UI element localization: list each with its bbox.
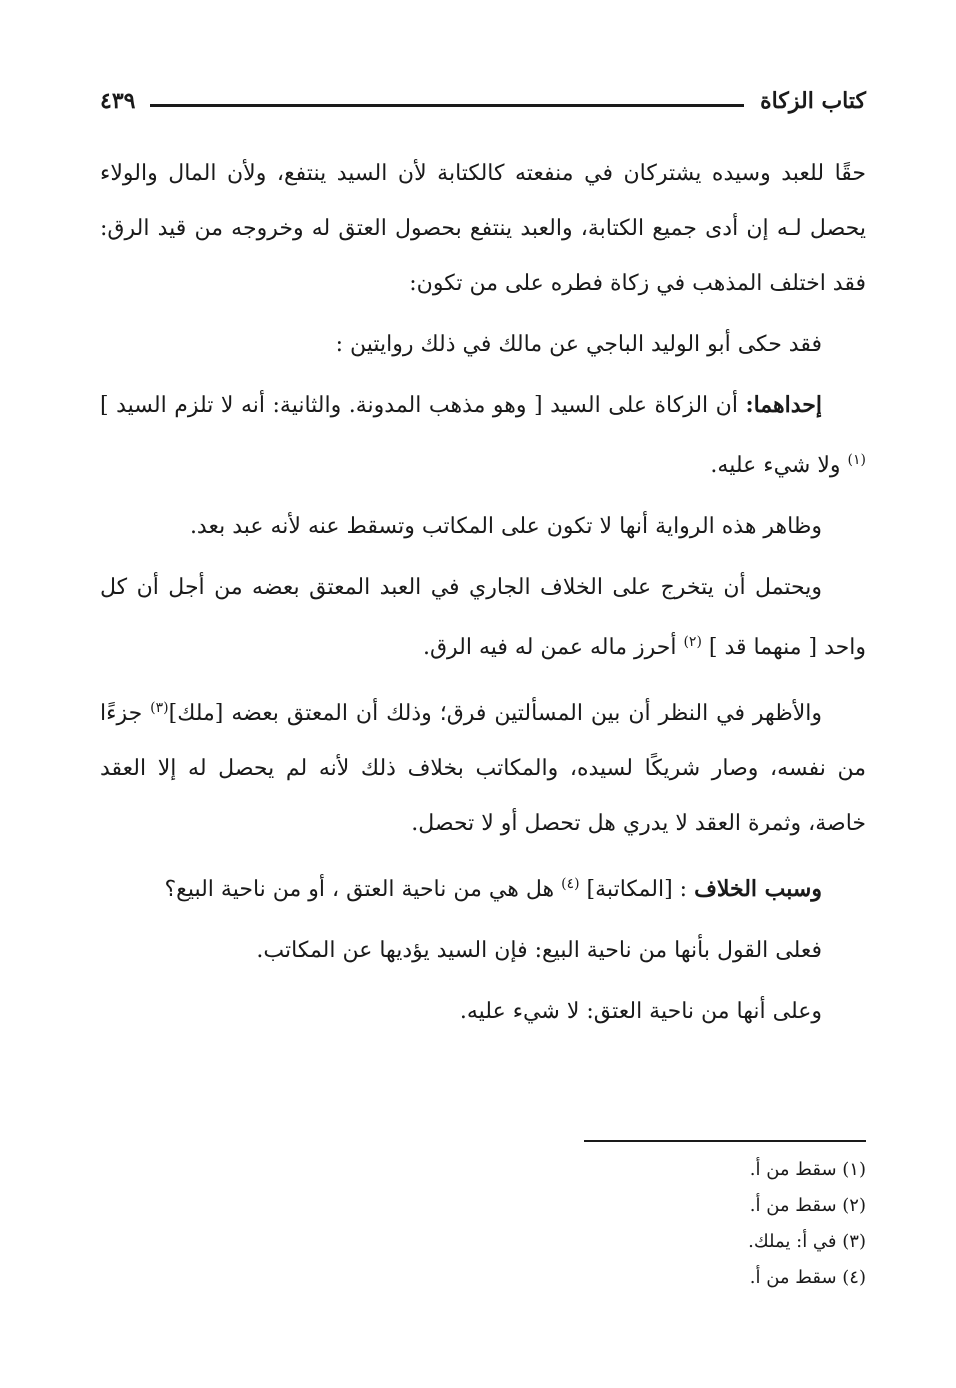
page-header — [100, 88, 866, 128]
footnote-ref-2: (٢) — [683, 634, 702, 650]
chapter-title: كتاب الزكاة — [760, 88, 866, 114]
paragraph-9: وعلى أنها من ناحية العتق: لا شيء عليه. — [459, 999, 822, 1024]
paragraph-3-text-b: ولا شيء عليه. — [710, 453, 848, 478]
footnote-ref-3: (٣) — [150, 700, 169, 716]
page-number: ٤٣٩ — [100, 88, 136, 114]
paragraph-8: فعلى القول بأنها من ناحية البيع: فإن السيد يؤديها عن المكاتب. — [256, 938, 822, 963]
footnotes — [566, 1152, 866, 1296]
footnote-rule — [584, 1140, 866, 1142]
footnote-1: (١) سقط من أ. — [749, 1159, 866, 1180]
header-rule — [150, 104, 744, 107]
main-text — [100, 146, 866, 1045]
paragraph-1: حقًا للعبد وسيده يشتركان في منفعته كالكتابة لأن السيد ينتفع، ولأن المال والولاء يحصل لـه إن أدى جميع الكتابة، والعبد ينتفع بحصول العتق له وخروجه من قيد الرق: فقد اختلف المذهب في زكاة فطره على من تكون: — [100, 161, 866, 296]
footnote-ref-4: (٤) — [561, 876, 580, 892]
paragraph-2: فقد حكى أبو الوليد الباجي عن مالك في ذلك روايتين : — [335, 332, 822, 357]
paragraph-5 — [100, 560, 866, 675]
paragraph-7 — [100, 857, 866, 917]
paragraph-6 — [100, 681, 866, 851]
footnote-2: (٢) سقط من أ. — [749, 1195, 866, 1216]
paragraph-7-lead: وسبب الخلاف — [694, 876, 822, 902]
footnote-3: (٣) في أ: يملك. — [748, 1231, 866, 1252]
paragraph-5-text-a: ويحتمل أن يتخرج على الخلاف الجاري في العبد المعتق بعضه من أجل أن كل واحد [ منهما قد ] — [100, 575, 866, 660]
paragraph-4: وظاهر هذه الرواية أنها لا تكون على المكاتب وتسقط عنه لأنه عبد بعد. — [189, 514, 822, 539]
footnote-4: (٤) سقط من أ. — [749, 1267, 866, 1288]
paragraph-3 — [100, 378, 866, 493]
paragraph-6-text-a: والأظهر في النظر أن بين المسألتين فرق؛ وذلك أن المعتق بعضه [ملك] — [168, 701, 822, 726]
paragraph-7-text-b: هل هي من ناحية العتق ، أو من ناحية البيع؟ — [164, 877, 562, 902]
paragraph-3-lead: إحداهما: — [745, 392, 822, 418]
paragraph-5-text-b: أحرز ماله عمن له فيه الرق. — [422, 635, 684, 660]
footnote-ref-1: (١) — [847, 452, 866, 468]
paragraph-7-text-a: : [المكاتبة] — [579, 877, 695, 902]
paragraph-6-text-b: جزءًا من نفسه، وصار شريكًا لسيده، والمكاتب بخلاف ذلك لأنه لم يحصل له إلا العقد خاصة، وثمرة العقد لا يدري هل تحصل أو لا تحصل. — [100, 701, 866, 836]
paragraph-3-text-a: أن الزكاة على السيد [ وهو مذهب المدونة. والثانية: أنه لا تلزم السيد ] — [100, 393, 746, 418]
